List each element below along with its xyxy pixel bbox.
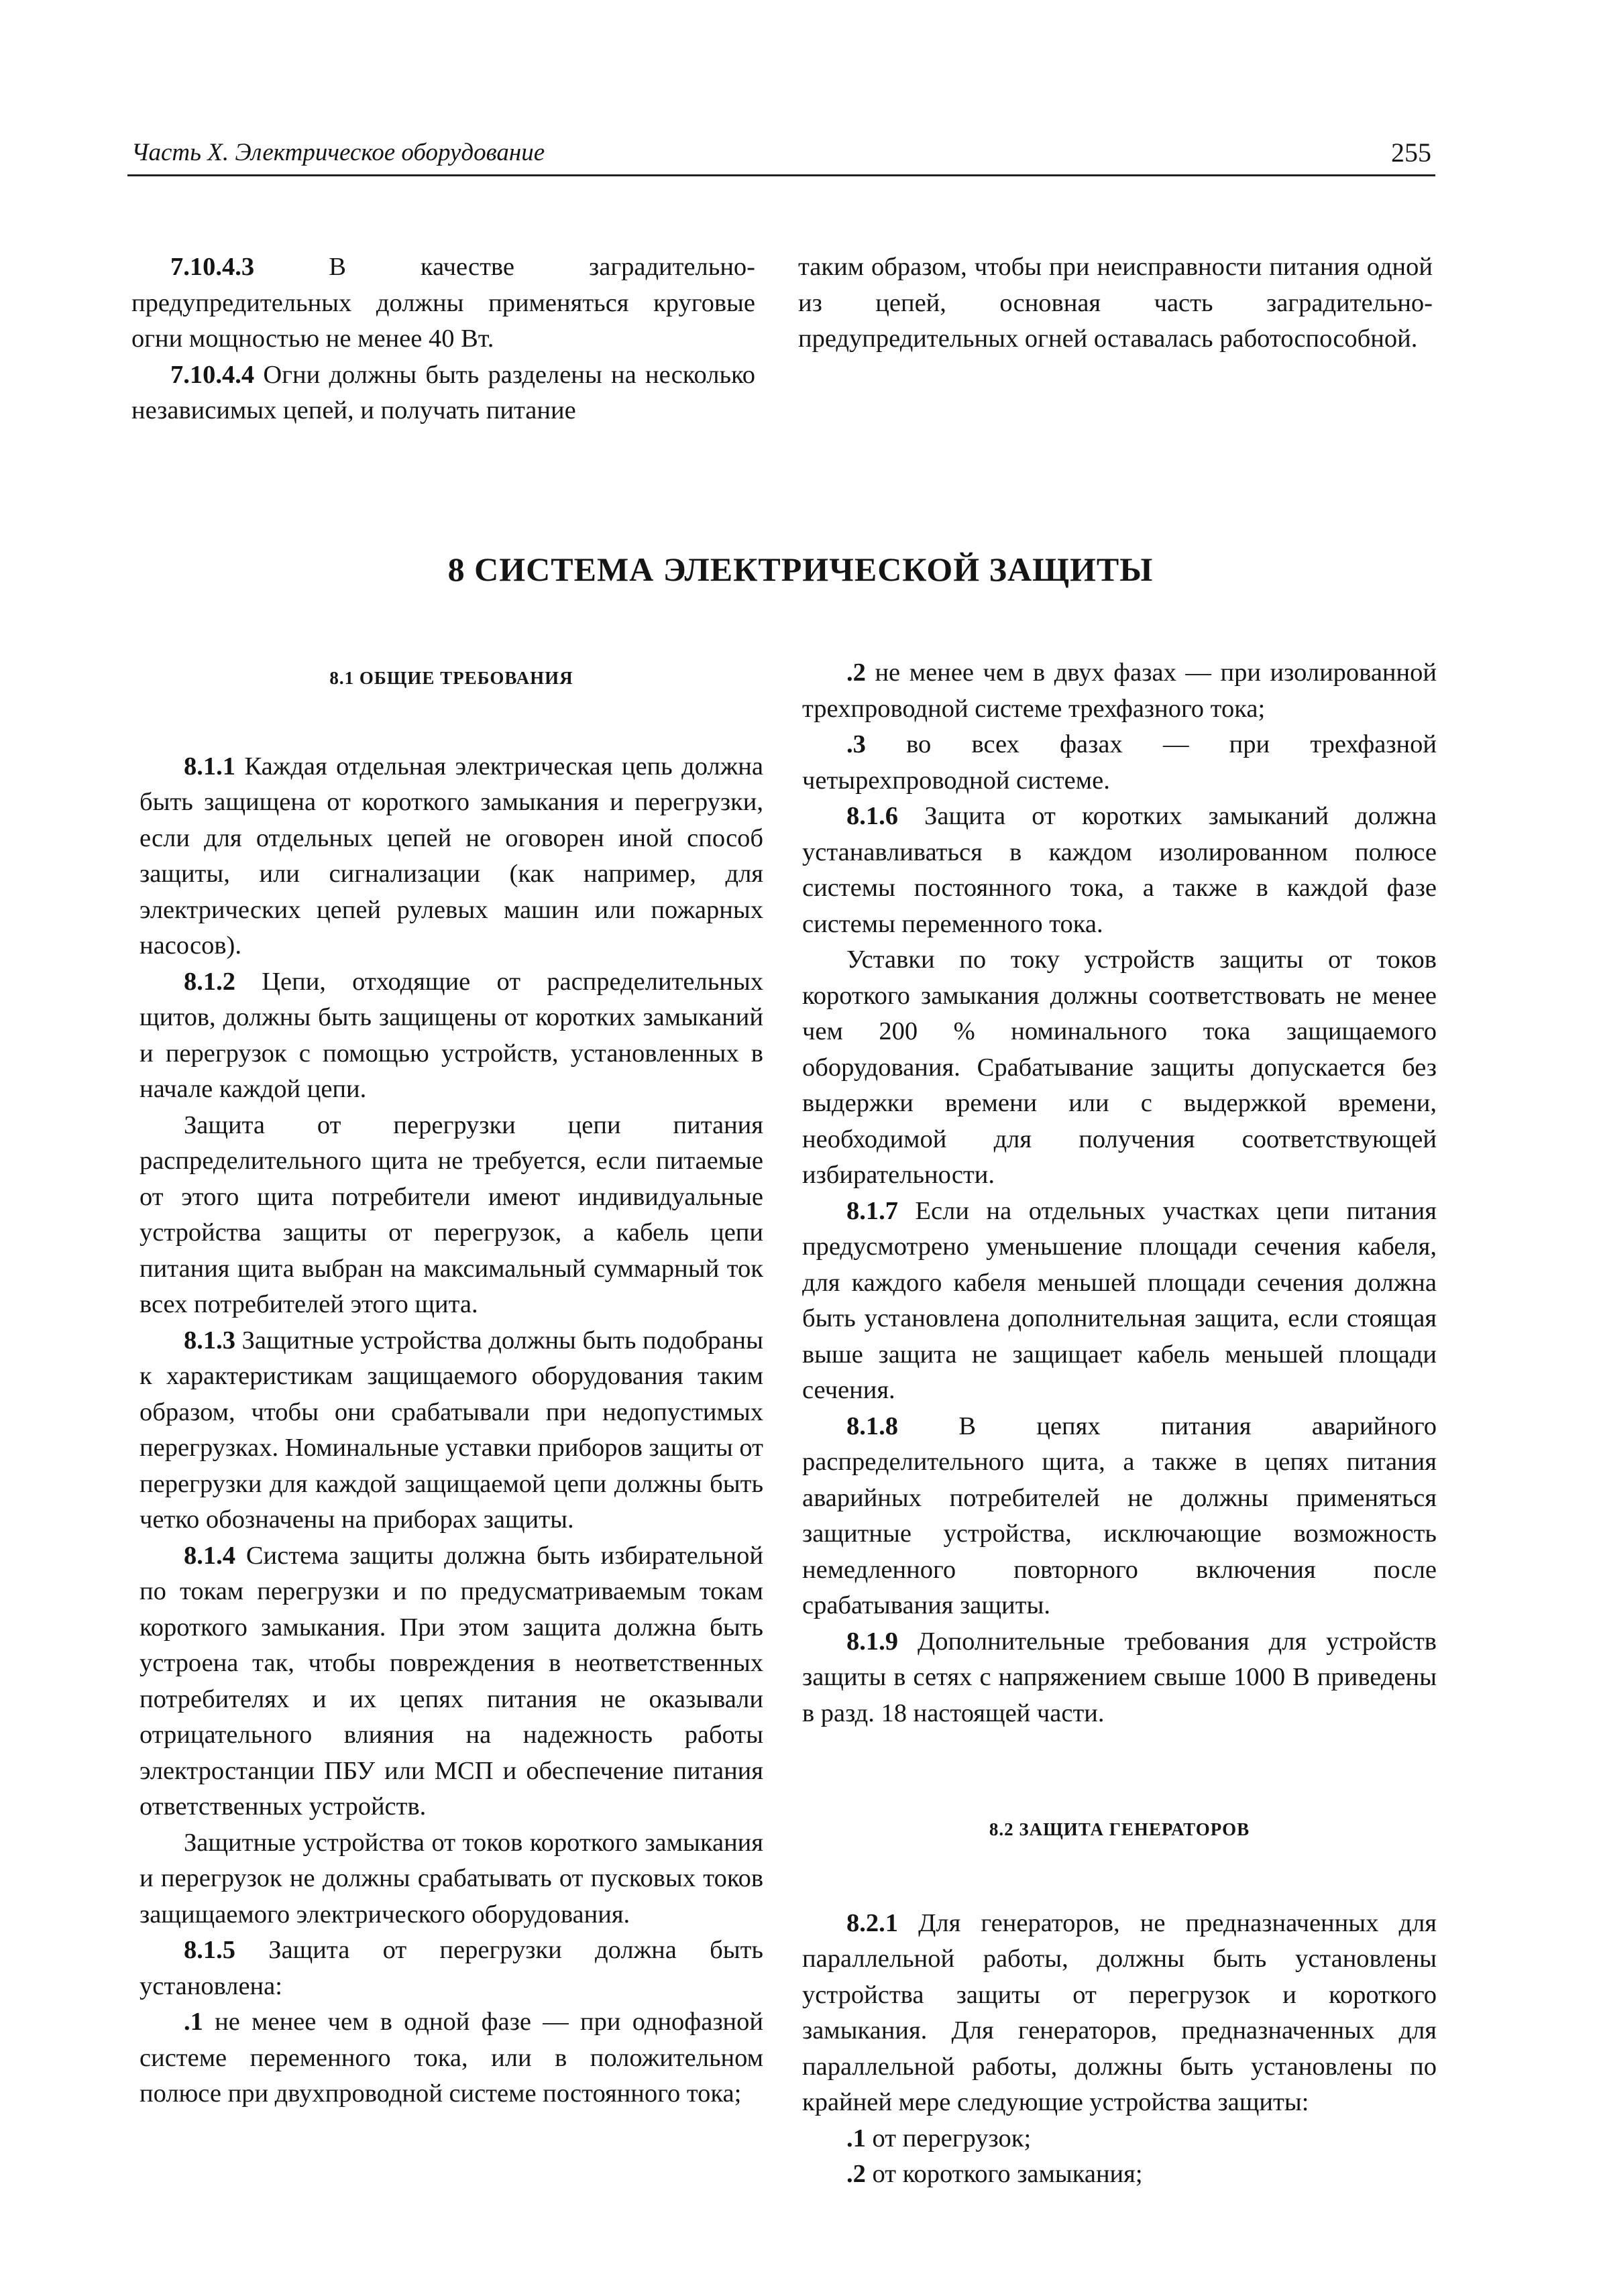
page-number: 255 — [1391, 137, 1431, 168]
paragraph-8-1-1: 8.1.1 Каждая отдельная электрическая цепь должна быть защищена от короткого замыкания и перегрузки, если для отдельных цепей не оговорен иной способ защиты, или сигнализации (как например, для электрических цепей рулевых машин или пожарных насосов). — [140, 752, 763, 960]
paragraph-7-10-4-4-continued: таким образом, чтобы при неисправности питания одной из цепей, основная часть заградительно-предупредительных огней оставалась работоспособной. — [798, 253, 1433, 353]
paragraph-7-10-4-3: 7.10.4.3 В качестве заградительно-предупредительных должны применяться круговые огни мощностью не менее 40 Вт. — [131, 253, 755, 353]
paragraph-number: 8.2.1 — [846, 1908, 898, 1937]
list-item-8-2-1-1: .1 от перегрузок; — [846, 2124, 1032, 2152]
list-number: .2 — [846, 658, 866, 687]
paragraph-8-1-2-overload: Защита от перегрузки цепи питания распределительного щита не требуется, если питаемые от этого щита потребители имеют индивидуальные устройства защиты от перегрузок, а кабель цепи питания щита выбран на максимальный суммарный ток всех потребителей этого щита. — [140, 1110, 763, 1318]
paragraph-8-1-6: 8.1.6 Защита от коротких замыканий должна устанавливаться в каждом изолированном полюсе системы постоянного тока, а также в каждой фазе системы переменного тока. — [802, 802, 1437, 938]
paragraph-8-1-9: 8.1.9 Дополнительные требования для устройств защиты в сетях с напряжением свыше 1000 В приведены в разд. 18 настоящей части. — [802, 1627, 1437, 1727]
paragraph-8-1-4-starting-currents: Защитные устройства от токов короткого замыкания и перегрузок не должны срабатывать от пусковых токов защищаемого электрического оборудования. — [140, 1828, 763, 1929]
top-right-column — [798, 249, 1433, 357]
top-left-column — [131, 249, 755, 429]
paragraph-number: 8.1.7 — [846, 1196, 898, 1225]
paragraph-number: 7.10.4.4 — [170, 360, 255, 389]
list-number: .2 — [846, 2160, 866, 2188]
paragraph-8-1-3: 8.1.3 Защитные устройства должны быть подобраны к характеристикам защищаемого оборудования таким образом, чтобы они срабатывали при недопустимых перегрузках. Номинальные уставки приборов защиты от перегрузки для каждой защищаемой цепи должны быть четко обозначены на приборах защиты. — [140, 1326, 763, 1534]
list-item-8-2-1-2: .2 от короткого замыкания; — [846, 2160, 1143, 2188]
list-number: .3 — [846, 730, 866, 758]
list-item-8-1-5-3: .3 во всех фазах — при трехфазной четырехпроводной системе. — [802, 730, 1437, 795]
paragraph-number: 8.1.1 — [184, 752, 235, 781]
paragraph-number: 7.10.4.3 — [170, 253, 255, 281]
paragraph-number: 8.1.8 — [846, 1412, 898, 1440]
paragraph-8-2-1: 8.2.1 Для генераторов, не предназначенных для параллельной работы, должны быть установлены устройства защиты от перегрузок и короткого замыкания. Для генераторов, предназначенных для параллельной работы, должны быть установлены по крайней мере следующие устройства защиты: — [802, 1908, 1437, 2116]
paragraph-7-10-4-4: 7.10.4.4 Огни должны быть разделены на несколько независимых цепей, и получать питание — [131, 360, 755, 424]
running-title: Часть X. Электрическое оборудование — [131, 139, 545, 166]
right-column — [802, 655, 1437, 2193]
paragraph-8-1-4: 8.1.4 Система защиты должна быть избирательной по токам перегрузки и по предусматриваемым токам короткого замыкания. При этом защита должна быть устроена так, чтобы повреждения в неответственных потребителях и их цепях питания не оказывали отрицательного влияния на надежность работы электростанции ПБУ или МСП и обеспечение питания ответственных устройств. — [140, 1541, 763, 1821]
list-item-8-1-5-2: .2 не менее чем в двух фазах — при изолированной трехпроводной системе трехфазного тока; — [802, 658, 1437, 723]
paragraph-8-1-6-settings: Уставки по току устройств защиты от токов короткого замыкания должны соответствовать не менее чем 200 % номинального тока защищаемого оборудования. Срабатывание защиты допускается без выдержки времени или с выдержкой времени, необходимой для получения соответствующей избирательности. — [802, 945, 1437, 1189]
paragraph-number: 8.1.4 — [184, 1541, 235, 1570]
left-column — [140, 661, 763, 2112]
page-header — [127, 133, 1435, 176]
list-number: .1 — [184, 2008, 203, 2036]
paragraph-8-1-2: 8.1.2 Цепи, отходящие от распределительных щитов, должны быть защищены от коротких замыканий и перегрузок с помощью устройств, установленных в начале каждой цепи. — [140, 967, 763, 1103]
paragraph-number: 8.1.5 — [184, 1936, 235, 1964]
paragraph-number: 8.1.9 — [846, 1627, 898, 1656]
paragraph-number: 8.1.6 — [846, 802, 898, 830]
paragraph-number: 8.1.2 — [184, 967, 235, 996]
paragraph-8-1-8: 8.1.8 В цепях питания аварийного распределительного щита, а также в цепях питания аварийных потребителей не должны применяться защитные устройства, исключающие возможность немедленного повторного включения после срабатывания защиты. — [802, 1412, 1437, 1619]
paragraph-number: 8.1.3 — [184, 1326, 235, 1355]
list-item-8-1-5-1: .1 не менее чем в одной фазе — при однофазной системе переменного тока, или в положительном полюсе при двухпроводной системе постоянного тока; — [140, 2008, 763, 2108]
chapter-title: 8 СИСТЕМА ЭЛЕКТРИЧЕСКОЙ ЗАЩИТЫ — [447, 551, 1154, 588]
paragraph-8-1-5: 8.1.5 Защита от перегрузки должна быть установлена: — [140, 1936, 763, 2000]
section-title-8-2: 8.2 ЗАЩИТА ГЕНЕРАТОРОВ — [989, 1819, 1250, 1839]
list-number: .1 — [846, 2124, 866, 2152]
paragraph-8-1-7: 8.1.7 Если на отдельных участках цепи питания предусмотрено уменьшение площади сечения кабеля, для каждого кабеля меньшей площади сечения должна быть установлена дополнительная защита, если стоящая выше защита не защищает кабель меньшей площади сечения. — [802, 1196, 1437, 1404]
section-title-8-1: 8.1 ОБЩИЕ ТРЕБОВАНИЯ — [329, 668, 573, 688]
